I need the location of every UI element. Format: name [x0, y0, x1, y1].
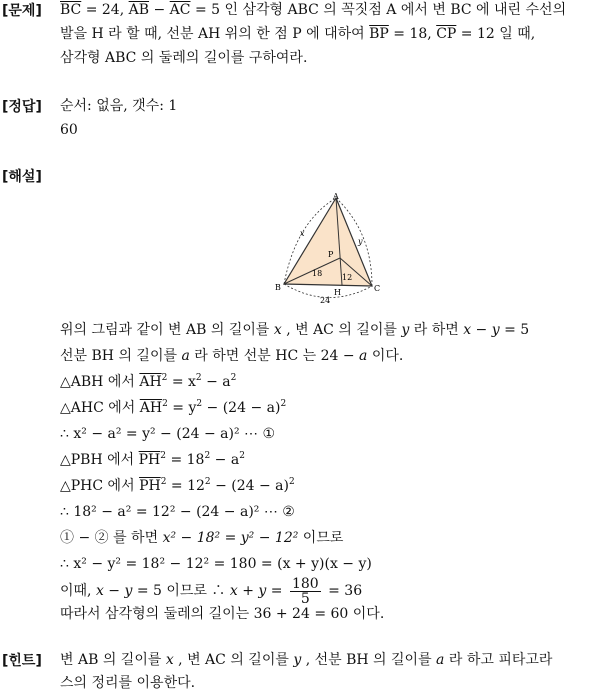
- label-24: 24: [320, 296, 331, 305]
- var-x: x: [273, 322, 282, 338]
- text: △PHC 에서: [60, 478, 140, 494]
- var-a: a: [359, 348, 368, 364]
- label-c: C: [374, 284, 381, 293]
- answer-value: 60: [60, 122, 78, 138]
- text: 발을 H 라 할 때, 선분 AH 위의 한 점 P 에 대하여: [60, 26, 370, 42]
- solution-line-12: 따라서 삼각형의 둘레의 길이는 36 + 24 = 60 이다.: [60, 606, 385, 622]
- text: 라 하고 피타고라: [444, 652, 553, 668]
- text: = 5: [499, 322, 530, 338]
- solution-line-5: ∴ x² − a² = y² − (24 − a)² ⋯ ①: [60, 426, 276, 442]
- exponent: 2: [160, 451, 167, 461]
- expr: x² − 18² = y² − 12²: [162, 530, 299, 546]
- segment-ah: $\overline{AH}$: [139, 400, 163, 416]
- segment-ph: $\overline{PH}$: [138, 452, 161, 468]
- text: − a: [201, 374, 231, 390]
- solution-line-10: ∴ x² − y² = 18² − 12² = 180 = (x + y)(x − y): [60, 556, 372, 572]
- var-x: x: [165, 652, 174, 668]
- problem-line-3: 삼각형 ABC 의 둘레의 길이를 구하여라.: [60, 50, 308, 66]
- answer-line-1: 순서: 없음, 갯수: 1: [60, 98, 178, 114]
- text: = 18: [166, 452, 205, 468]
- var-y: y: [401, 322, 410, 338]
- text: = 24,: [81, 2, 129, 18]
- text: − (24 − a): [210, 478, 289, 494]
- text: = x: [167, 374, 196, 390]
- segment-bp: $\overline{BP}$: [369, 26, 389, 42]
- exponent: 2: [195, 373, 202, 383]
- segment-ac: $\overline{AC}$: [169, 2, 191, 18]
- exponent: 2: [280, 399, 287, 409]
- segment-ph: $\overline{PH}$: [139, 478, 161, 494]
- label-18: 18: [312, 269, 323, 278]
- text: △PBH 에서: [60, 452, 139, 468]
- text: = y: [167, 400, 197, 416]
- solution-line-6: [60, 450, 245, 470]
- problem-tag: [문제]: [2, 3, 42, 19]
- text: 이때,: [60, 583, 96, 599]
- exponent: 2: [162, 399, 168, 409]
- text: △ABH 에서: [60, 374, 140, 390]
- label-b: B: [275, 283, 281, 292]
- text: 이다.: [367, 348, 404, 364]
- fraction: [290, 577, 321, 606]
- text: = 5 이므로 ∴: [132, 583, 230, 599]
- text: = 18,: [388, 26, 437, 42]
- text: − a: [210, 452, 240, 468]
- text: 이므로: [298, 530, 344, 546]
- text: , 변 AC 의 길이를: [281, 322, 402, 338]
- solution-line-7: [60, 476, 295, 496]
- exponent: 2: [204, 477, 211, 487]
- segment-ah: $\overline{AH}$: [139, 374, 162, 390]
- exponent: 2: [161, 373, 168, 383]
- solution-line-4: [60, 398, 286, 418]
- exponent: 2: [160, 477, 167, 487]
- var-y: y: [293, 652, 302, 668]
- solution-line-9: [60, 528, 343, 548]
- text: − (24 − a): [202, 400, 281, 416]
- problem-line-2: [60, 24, 535, 44]
- segment-cp: $\overline{CP}$: [436, 26, 457, 42]
- exponent: 2: [239, 451, 245, 461]
- exponent: 2: [204, 451, 211, 461]
- triangle-figure: [272, 188, 392, 308]
- denominator: 5: [300, 590, 310, 607]
- text: =: [266, 583, 287, 599]
- hint-line-1: [60, 650, 552, 670]
- exponent: 2: [196, 399, 203, 409]
- text: = 12: [166, 478, 205, 494]
- exponent: 2: [230, 373, 237, 383]
- text: 위의 그림과 같이 변 AB 의 길이를: [60, 322, 274, 338]
- expr: x − y: [463, 322, 500, 338]
- solution-tag: [해설]: [2, 169, 42, 185]
- problem-line-1: [60, 0, 566, 20]
- segment-ab: $\overline{AB}$: [128, 2, 150, 18]
- exponent: 2: [288, 477, 295, 487]
- label-12: 12: [342, 273, 353, 282]
- label-x: x: [300, 229, 305, 238]
- numerator: 180: [291, 575, 319, 592]
- hint-line-2: 스의 정리를 이용한다.: [60, 675, 196, 691]
- text: 라 하면: [409, 322, 464, 338]
- text: = 36: [323, 583, 363, 599]
- text: 선분 BH 의 길이를: [60, 348, 182, 364]
- hint-tag: [힌트]: [2, 653, 42, 669]
- expr: x + y: [229, 583, 267, 599]
- text: △AHC 에서: [60, 400, 140, 416]
- label-h: H: [334, 288, 341, 297]
- text: 변 AB 의 길이를: [60, 652, 166, 668]
- segment-bc: $\overline{BC}$: [60, 2, 82, 18]
- text: = 5 인 삼각형 ABC 의 꼭짓점 A 에서 변 BC 에 내린 수선의: [190, 2, 567, 18]
- text: , 변 AC 의 길이를: [173, 652, 294, 668]
- label-p: P: [328, 250, 334, 259]
- text: , 선분 BH 의 길이를: [301, 652, 437, 668]
- var-a: a: [436, 652, 445, 668]
- solution-line-3: [60, 372, 236, 392]
- solution-line-1: [60, 320, 529, 340]
- answer-tag: [정답]: [2, 99, 42, 115]
- text: = 12 일 때,: [456, 26, 536, 42]
- solution-line-2: [60, 346, 403, 366]
- text: ① − ② 를 하면: [60, 530, 163, 546]
- label-a: A: [333, 192, 339, 201]
- var-a: a: [181, 348, 190, 364]
- solution-line-11: [60, 576, 362, 606]
- solution-line-8: ∴ 18² − a² = 12² − (24 − a)² ⋯ ②: [60, 504, 295, 520]
- expr: x − y: [95, 583, 133, 599]
- text: −: [149, 2, 170, 18]
- label-y: y: [358, 237, 363, 246]
- text: 라 하면 선분 HC 는 24 −: [189, 348, 360, 364]
